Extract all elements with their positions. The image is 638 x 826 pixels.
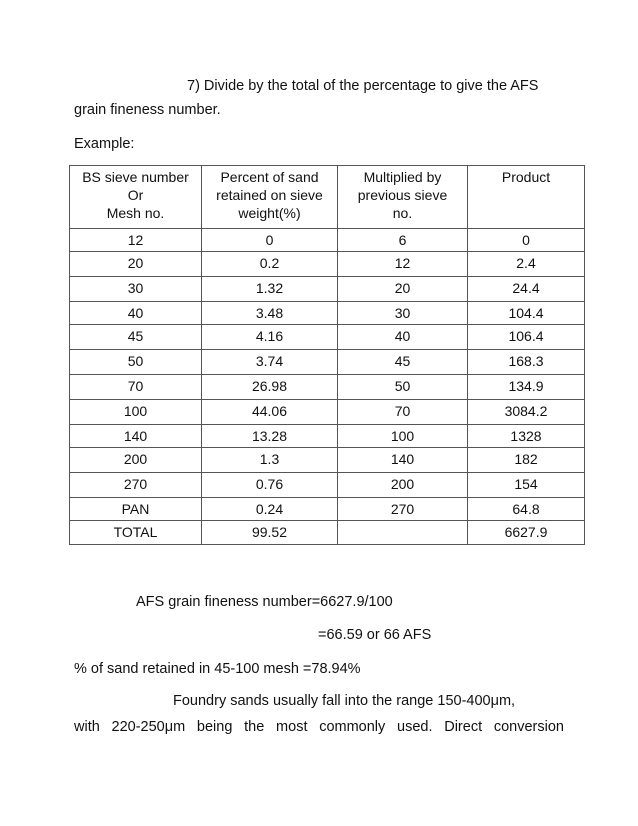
table-row xyxy=(70,498,585,521)
percent-retained-line: % of sand retained in 45-100 mesh =78.94% xyxy=(74,661,361,677)
table-cell: 6 xyxy=(338,229,468,252)
header-multiplier xyxy=(338,166,468,229)
table-row xyxy=(70,521,585,545)
table-row xyxy=(70,277,585,302)
table-cell: 3084.2 xyxy=(468,400,585,425)
table-row xyxy=(70,400,585,425)
table-cell: 30 xyxy=(70,277,202,302)
table-cell: 182 xyxy=(468,448,585,473)
table-cell: 0 xyxy=(468,229,585,252)
paragraph-line-1: Foundry sands usually fall into the range 150-400μm, xyxy=(173,693,516,709)
afs-calc-line-2: =66.59 or 66 AFS xyxy=(318,627,432,643)
table-cell: 0 xyxy=(202,229,338,252)
table-cell: 64.8 xyxy=(468,498,585,521)
table-cell: 40 xyxy=(70,302,202,325)
table-cell: 45 xyxy=(70,325,202,350)
table-cell: 0.24 xyxy=(202,498,338,521)
table-cell: 20 xyxy=(70,252,202,277)
table-cell: 99.52 xyxy=(202,521,338,545)
table-cell: 12 xyxy=(70,229,202,252)
table-cell: 270 xyxy=(70,473,202,498)
table-cell: 154 xyxy=(468,473,585,498)
table-row xyxy=(70,252,585,277)
table-cell: 200 xyxy=(338,473,468,498)
table-cell: 140 xyxy=(70,425,202,448)
table-cell: 104.4 xyxy=(468,302,585,325)
table-cell: 270 xyxy=(338,498,468,521)
table-row xyxy=(70,302,585,325)
header-text: Product xyxy=(501,169,551,185)
paragraph-word: conversion xyxy=(493,719,564,735)
header-text: Or xyxy=(127,187,144,203)
table-cell: 0.76 xyxy=(202,473,338,498)
table-cell: 3.48 xyxy=(202,302,338,325)
table-cell: 140 xyxy=(338,448,468,473)
afs-calc-line-1: AFS grain fineness number=6627.9/100 xyxy=(136,594,393,610)
table-cell: 134.9 xyxy=(468,375,585,400)
example-label: Example: xyxy=(74,136,135,152)
table-cell: 200 xyxy=(70,448,202,473)
table-cell: 24.4 xyxy=(468,277,585,302)
table-cell: 70 xyxy=(70,375,202,400)
table-cell xyxy=(338,521,468,545)
table-cell: 50 xyxy=(70,350,202,375)
table-row xyxy=(70,229,585,252)
sieve-analysis-table xyxy=(69,165,585,545)
header-text: Mesh no. xyxy=(106,205,165,221)
table-cell: 13.28 xyxy=(202,425,338,448)
table-cell: 20 xyxy=(338,277,468,302)
table-cell: 26.98 xyxy=(202,375,338,400)
paragraph-word: being xyxy=(196,719,233,735)
header-mesh-no xyxy=(70,166,202,229)
table-cell: 1328 xyxy=(468,425,585,448)
table-row xyxy=(70,425,585,448)
table-cell: 168.3 xyxy=(468,350,585,375)
paragraph-word: Direct xyxy=(444,719,483,735)
table-body xyxy=(70,229,585,545)
paragraph-word: most xyxy=(276,719,308,735)
table-cell: PAN xyxy=(70,498,202,521)
table-cell: 100 xyxy=(338,425,468,448)
table-cell: 2.4 xyxy=(468,252,585,277)
paragraph-word: commonly xyxy=(319,719,386,735)
table-row xyxy=(70,375,585,400)
header-text: BS sieve number xyxy=(82,169,189,185)
paragraph-line-2 xyxy=(74,717,564,737)
table-cell: 45 xyxy=(338,350,468,375)
header-text: no. xyxy=(392,205,413,221)
table-cell: 0.2 xyxy=(202,252,338,277)
table-row xyxy=(70,350,585,375)
table-cell: 4.16 xyxy=(202,325,338,350)
table-cell: 100 xyxy=(70,400,202,425)
header-text: previous sieve xyxy=(357,187,448,203)
table-row xyxy=(70,448,585,473)
table-cell: 12 xyxy=(338,252,468,277)
header-text: Multiplied by xyxy=(363,169,442,185)
header-text: weight(%) xyxy=(238,205,301,221)
table-cell: 30 xyxy=(338,302,468,325)
table-cell: 40 xyxy=(338,325,468,350)
header-product xyxy=(468,166,585,229)
table-cell: 1.3 xyxy=(202,448,338,473)
intro-line-2: grain fineness number. xyxy=(74,102,221,118)
table-cell: 3.74 xyxy=(202,350,338,375)
paragraph-word: the xyxy=(244,719,265,735)
table-cell: 1.32 xyxy=(202,277,338,302)
paragraph-word: used. xyxy=(397,719,433,735)
table-cell: 6627.9 xyxy=(468,521,585,545)
table-cell: 44.06 xyxy=(202,400,338,425)
table-cell: 70 xyxy=(338,400,468,425)
table-row xyxy=(70,325,585,350)
table-cell: TOTAL xyxy=(70,521,202,545)
table-cell: 50 xyxy=(338,375,468,400)
table-row xyxy=(70,473,585,498)
intro-line-1: 7) Divide by the total of the percentage to give the AFS xyxy=(187,78,539,94)
paragraph-word: 220-250μm xyxy=(111,719,186,735)
header-text: Percent of sand xyxy=(220,169,319,185)
header-percent-retained xyxy=(202,166,338,229)
paragraph-word: with xyxy=(74,719,100,735)
table-header-row xyxy=(70,166,585,229)
table-cell: 106.4 xyxy=(468,325,585,350)
header-text: retained on sieve xyxy=(216,187,323,203)
